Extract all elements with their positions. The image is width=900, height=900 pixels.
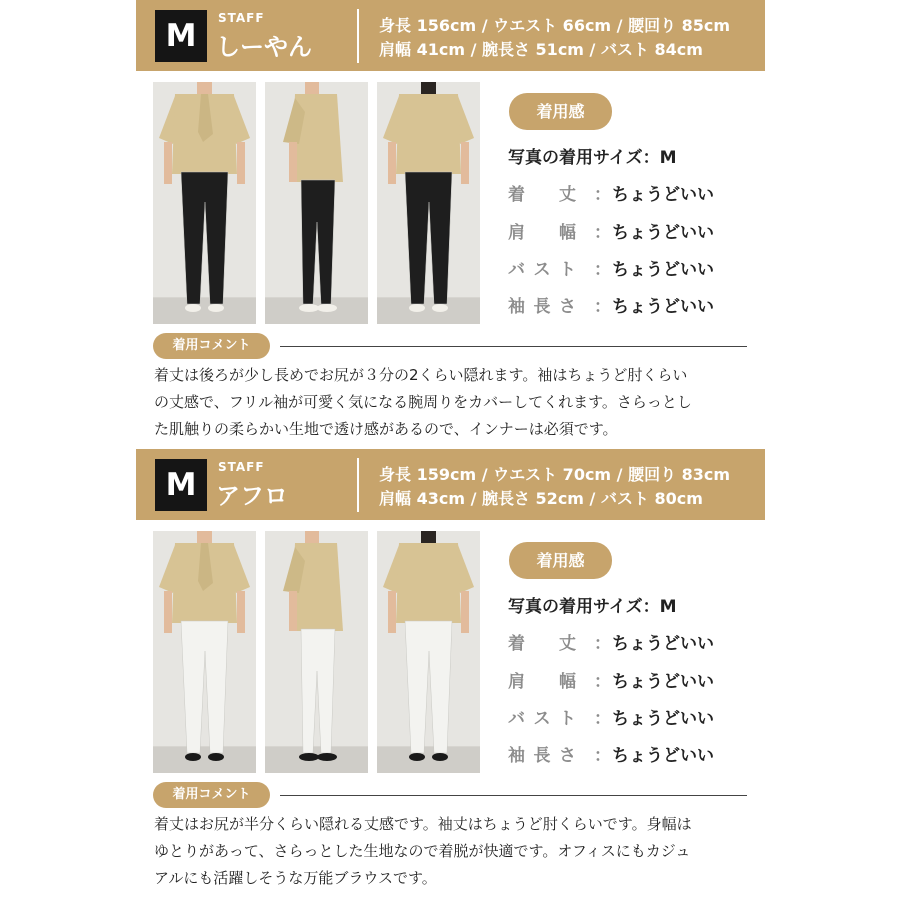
comment-line-1: 着丈はお尻が半分くらい隠れる丈感です。袖丈はちょうど肘くらいです。身幅は <box>154 815 692 833</box>
arm <box>289 142 297 182</box>
right-shoe <box>432 753 448 761</box>
fit-label-char: さ <box>559 746 576 766</box>
fit-label-char: 丈 <box>559 634 576 654</box>
back-view-photo <box>377 82 480 324</box>
fit-colon: ： <box>594 260 611 280</box>
header-divider <box>357 458 359 512</box>
fit-label-char: 袖 <box>508 746 525 766</box>
measurements-line-1: 身長 159cm / ウエスト 70cm / 腰回り 83cm <box>379 465 731 484</box>
fit-label-char: 長 <box>533 297 551 317</box>
front-view-photo <box>153 82 256 324</box>
side-view-photo <box>265 82 368 324</box>
comment-text <box>154 811 754 892</box>
fit-label-char: 肩 <box>508 672 525 692</box>
fit-colon: ： <box>594 185 611 205</box>
fit-value: ちょうどいい <box>612 709 714 729</box>
staff-name: アフロ <box>216 482 288 510</box>
measurements-line-2: 肩幅 41cm / 腕長さ 51cm / バスト 84cm <box>379 40 703 59</box>
fit-label-char: 丈 <box>559 185 576 205</box>
fit-label-char: 肩 <box>508 223 525 243</box>
neck <box>305 531 319 543</box>
worn-size-text: 写真の着用サイズ：M <box>508 597 677 617</box>
size-badge: M <box>155 459 207 511</box>
neck <box>421 531 436 543</box>
model-figure <box>153 82 256 324</box>
pants <box>181 172 228 304</box>
fit-colon: ： <box>594 223 611 243</box>
left-shoe <box>299 304 319 312</box>
comment-line-3: た肌触りの柔らかい生地で透け感があるので、インナーは必須です。 <box>154 420 618 438</box>
model-figure <box>265 82 368 324</box>
measurements-line-1: 身長 156cm / ウエスト 66cm / 腰回り 85cm <box>379 16 731 35</box>
comment-badge: 着用コメント <box>153 333 270 359</box>
fit-label <box>508 629 576 654</box>
pants <box>405 621 452 753</box>
fit-label-char: バ <box>508 709 525 729</box>
staff-label: STAFF <box>218 460 265 474</box>
size-badge: M <box>155 10 207 62</box>
pants <box>301 180 335 304</box>
fit-label <box>508 667 576 692</box>
comment-divider <box>280 346 747 347</box>
staff-label: STAFF <box>218 11 265 25</box>
right-arm <box>237 142 245 184</box>
fit-label-char: 長 <box>533 746 551 766</box>
fit-label-char: 着 <box>508 634 525 654</box>
fit-label-char: 幅 <box>559 672 576 692</box>
fit-label-char: さ <box>559 297 576 317</box>
fit-colon: ： <box>594 746 611 766</box>
comment-line-2: の丈感で、フリル袖が可愛く気になる腕周りをカバーしてくれます。さらっとし <box>154 393 692 411</box>
fit-colon: ： <box>594 709 611 729</box>
arm <box>289 591 297 631</box>
fit-value: ちょうどいい <box>612 746 714 766</box>
staff-section-2 <box>0 449 900 898</box>
pants <box>181 621 228 753</box>
fit-value: ちょうどいい <box>612 223 714 243</box>
fit-label-char: ス <box>533 260 551 280</box>
blouse-body <box>396 94 461 174</box>
fit-label-char: ト <box>559 260 576 280</box>
worn-size-text: 写真の着用サイズ：M <box>508 148 677 168</box>
left-arm <box>388 142 396 184</box>
fit-label <box>508 292 576 317</box>
fit-label <box>508 180 576 205</box>
fit-value: ちょうどいい <box>612 672 714 692</box>
staff-header <box>136 0 765 71</box>
front-view-photo <box>153 531 256 773</box>
fit-label-char: ス <box>533 709 551 729</box>
back-view-photo <box>377 531 480 773</box>
comment-line-2: ゆとりがあって、さらっとした生地なので着脱が快適です。オフィスにもカジュ <box>154 842 691 860</box>
left-shoe <box>185 304 201 312</box>
comment-divider <box>280 795 747 796</box>
right-arm <box>461 142 469 184</box>
neck <box>305 82 319 94</box>
fit-label-char: 幅 <box>559 223 576 243</box>
right-shoe <box>317 304 337 312</box>
left-arm <box>164 142 172 184</box>
fit-label <box>508 255 576 280</box>
right-shoe <box>432 304 448 312</box>
fit-label <box>508 704 576 729</box>
measurements-line-2: 肩幅 43cm / 腕長さ 52cm / バスト 80cm <box>379 489 703 508</box>
left-arm <box>388 591 396 633</box>
fit-feel-badge: 着用感 <box>509 93 612 130</box>
fit-label-char: バ <box>508 260 525 280</box>
neck <box>197 82 212 94</box>
fit-label-char: ト <box>559 709 576 729</box>
staff-name: しーやん <box>216 33 312 61</box>
model-figure <box>265 531 368 773</box>
right-shoe <box>208 304 224 312</box>
fit-value: ちょうどいい <box>612 185 714 205</box>
right-arm <box>237 591 245 633</box>
model-figure <box>377 82 480 324</box>
staff-section-1 <box>0 0 900 449</box>
fit-label <box>508 741 576 766</box>
side-view-photo <box>265 531 368 773</box>
comment-text <box>154 362 754 443</box>
fit-feel-badge: 着用感 <box>509 542 612 579</box>
comment-badge: 着用コメント <box>153 782 270 808</box>
fit-value: ちょうどいい <box>612 260 714 280</box>
fit-label <box>508 218 576 243</box>
model-figure <box>153 531 256 773</box>
fit-label-char: 袖 <box>508 297 525 317</box>
left-arm <box>164 591 172 633</box>
pants <box>301 629 335 753</box>
left-shoe <box>409 304 425 312</box>
left-shoe <box>299 753 319 761</box>
staff-header <box>136 449 765 520</box>
header-divider <box>357 9 359 63</box>
right-shoe <box>208 753 224 761</box>
neck <box>421 82 436 94</box>
left-shoe <box>185 753 201 761</box>
comment-line-3: アルにも活躍しそうな万能ブラウスです。 <box>154 869 437 887</box>
fit-value: ちょうどいい <box>612 297 714 317</box>
comment-line-1: 着丈は後ろが少し長めでお尻が３分の2くらい隠れます。袖はちょうど肘くらい <box>154 366 688 384</box>
fit-colon: ： <box>594 297 611 317</box>
blouse-body <box>396 543 461 623</box>
pants <box>405 172 452 304</box>
right-arm <box>461 591 469 633</box>
neck <box>197 531 212 543</box>
fit-label-char: 着 <box>508 185 525 205</box>
fit-value: ちょうどいい <box>612 634 714 654</box>
model-figure <box>377 531 480 773</box>
fit-colon: ： <box>594 634 611 654</box>
right-shoe <box>317 753 337 761</box>
fit-colon: ： <box>594 672 611 692</box>
left-shoe <box>409 753 425 761</box>
